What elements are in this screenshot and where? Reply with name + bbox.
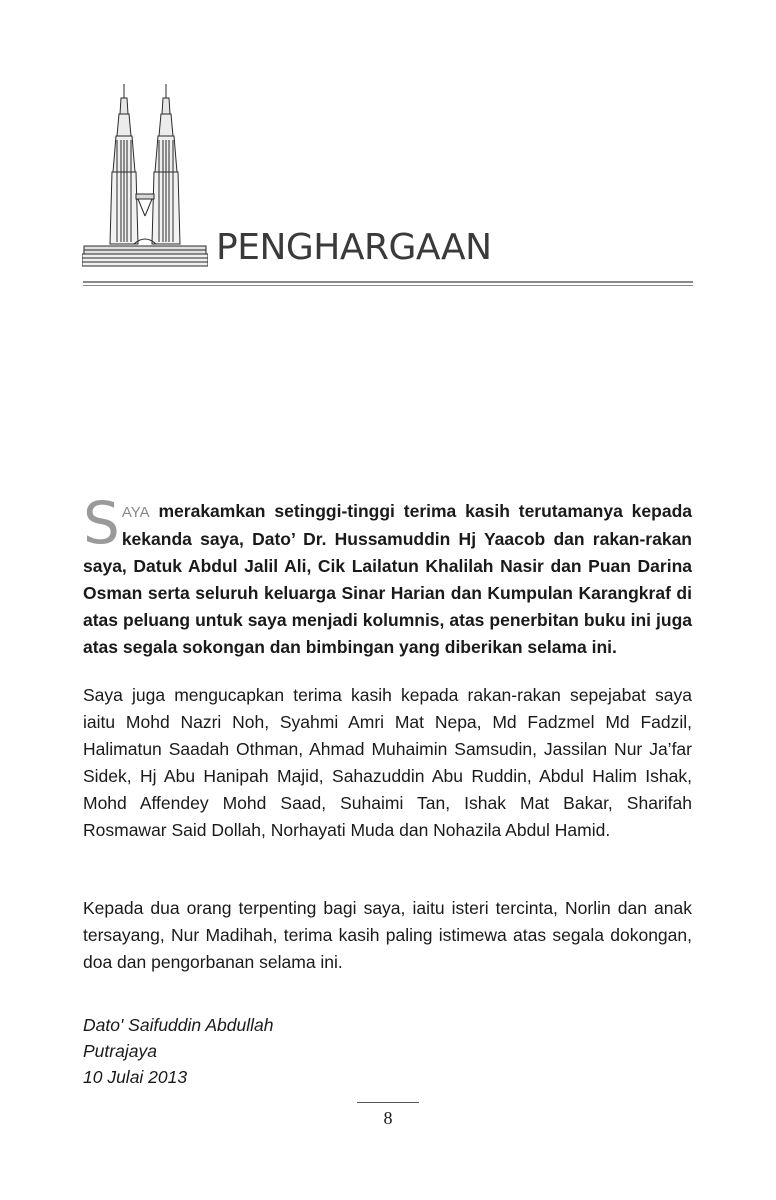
page-number: 8 [383, 1108, 393, 1128]
signature-name: Dato' Saifuddin Abdullah [83, 1015, 274, 1035]
paragraph-1 [83, 489, 692, 661]
page-number-rule [357, 1102, 419, 1103]
signature-date: 10 Julai 2013 [83, 1067, 188, 1087]
drop-cap: S [83, 489, 120, 557]
small-caps-lead: AYA [121, 504, 150, 521]
petronas-twin-towers-icon [82, 84, 208, 270]
paragraph-1-text: merakamkan setinggi-tinggi terima kasih terutamanya kepada kekanda saya, Dato’ Dr. Hussamuddin Hj Yaacob dan rakan-rakan saya, Datuk Abdul Jalil Ali, Cik Lailatun Khalilah Nasir dan Puan Darina Osman serta seluruh keluarga Sinar Harian dan Kumpulan Karangkraf di atas peluang untuk saya menjadi kolumnis, atas penerbitan buku ini juga atas segala sokongan dan bimbingan yang diberikan selama ini. [83, 501, 692, 657]
header-divider [83, 281, 693, 283]
paragraph-2: Saya juga mengucapkan terima kasih kepada rakan-rakan sepejabat saya iaitu Mohd Nazri Noh, Syahmi Amri Mat Nepa, Md Fadzmel Md Fadzil, Halimatun Saadah Othman, Ahmad Muhaimin Samsudin, Jassilan Nur Ja’far Sidek, Hj Abu Hanipah Majid, Sahazuddin Abu Ruddin, Abdul Halim Ishak, Mohd Affendey Mohd Saad, Suhaimi Tan, Ishak Mat Bakar, Sharifah Rosmawar Said Dollah, Norhayati Muda dan Nohazila Abdul Hamid. [83, 685, 692, 840]
signature-place: Putrajaya [83, 1041, 157, 1061]
page-title: PENGHARGAAN [216, 227, 492, 268]
signature-block [83, 1012, 273, 1090]
header-divider-thin [83, 285, 693, 286]
paragraph-3: Kepada dua orang terpenting bagi saya, iaitu isteri tercinta, Norlin dan anak tersayang, Nur Madihah, terima kasih paling istimewa atas segala dokongan, doa dan pengorbanan selama ini. [83, 898, 692, 972]
